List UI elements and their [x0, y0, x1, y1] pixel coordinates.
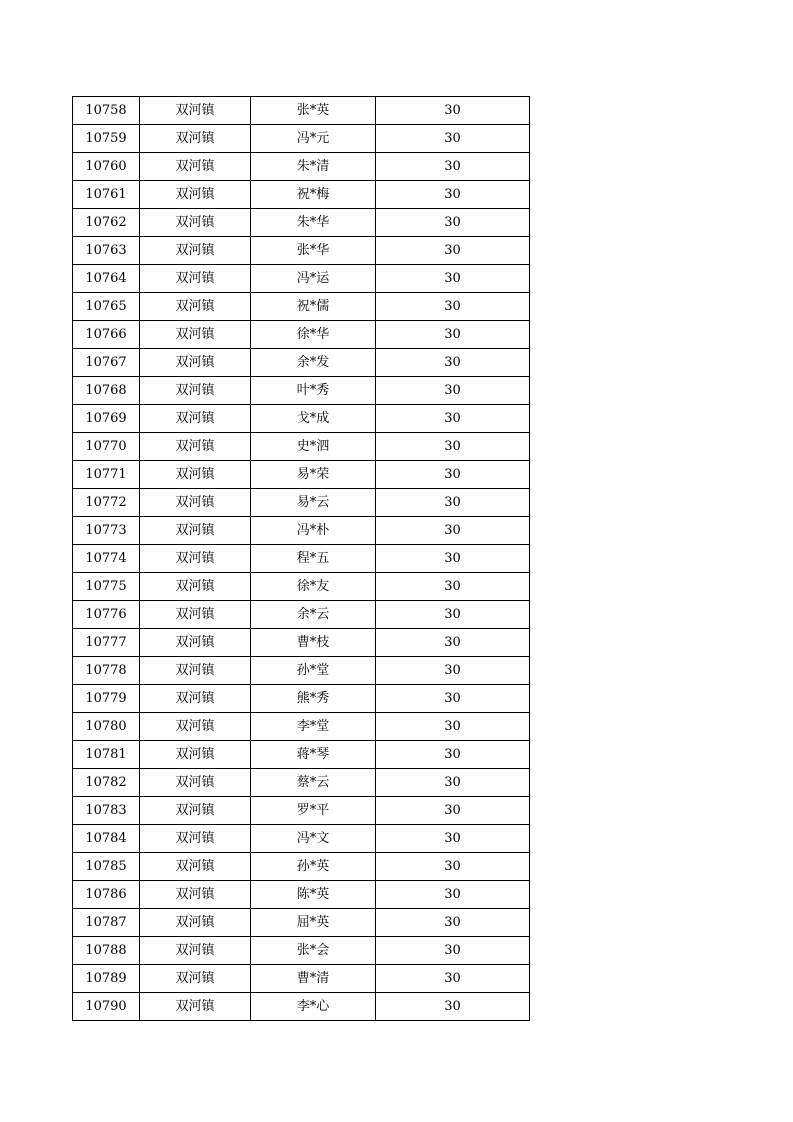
- table-row: [73, 321, 530, 349]
- cell-person-name: 蒋*琴: [251, 741, 376, 769]
- table-row: [73, 265, 530, 293]
- cell-record-number: 10771: [73, 461, 140, 489]
- cell-amount: 30: [376, 685, 530, 713]
- cell-amount: 30: [376, 489, 530, 517]
- cell-record-number: 10785: [73, 853, 140, 881]
- cell-person-name: 罗*平: [251, 797, 376, 825]
- table-row: [73, 433, 530, 461]
- cell-town: 双河镇: [140, 377, 251, 405]
- cell-person-name: 冯*文: [251, 825, 376, 853]
- cell-person-name: 孙*英: [251, 853, 376, 881]
- cell-town: 双河镇: [140, 629, 251, 657]
- cell-record-number: 10766: [73, 321, 140, 349]
- cell-person-name: 李*堂: [251, 713, 376, 741]
- cell-amount: 30: [376, 797, 530, 825]
- cell-town: 双河镇: [140, 685, 251, 713]
- cell-town: 双河镇: [140, 489, 251, 517]
- cell-town: 双河镇: [140, 741, 251, 769]
- cell-person-name: 戈*成: [251, 405, 376, 433]
- cell-record-number: 10782: [73, 769, 140, 797]
- table-row: [73, 125, 530, 153]
- cell-record-number: 10783: [73, 797, 140, 825]
- cell-record-number: 10764: [73, 265, 140, 293]
- cell-town: 双河镇: [140, 769, 251, 797]
- cell-person-name: 曹*清: [251, 965, 376, 993]
- cell-amount: 30: [376, 321, 530, 349]
- cell-record-number: 10776: [73, 601, 140, 629]
- cell-town: 双河镇: [140, 853, 251, 881]
- table-row: [73, 993, 530, 1021]
- cell-amount: 30: [376, 657, 530, 685]
- cell-amount: 30: [376, 909, 530, 937]
- table-row: [73, 685, 530, 713]
- roster-table-body: [73, 97, 530, 1021]
- cell-record-number: 10759: [73, 125, 140, 153]
- cell-person-name: 李*心: [251, 993, 376, 1021]
- cell-record-number: 10781: [73, 741, 140, 769]
- cell-town: 双河镇: [140, 461, 251, 489]
- table-row: [73, 573, 530, 601]
- cell-record-number: 10769: [73, 405, 140, 433]
- cell-town: 双河镇: [140, 657, 251, 685]
- cell-record-number: 10758: [73, 97, 140, 125]
- table-row: [73, 377, 530, 405]
- table-row: [73, 965, 530, 993]
- table-row: [73, 657, 530, 685]
- cell-town: 双河镇: [140, 97, 251, 125]
- cell-record-number: 10763: [73, 237, 140, 265]
- cell-person-name: 徐*友: [251, 573, 376, 601]
- cell-amount: 30: [376, 769, 530, 797]
- cell-person-name: 张*华: [251, 237, 376, 265]
- cell-record-number: 10789: [73, 965, 140, 993]
- cell-person-name: 朱*华: [251, 209, 376, 237]
- cell-town: 双河镇: [140, 517, 251, 545]
- table-row: [73, 97, 530, 125]
- cell-town: 双河镇: [140, 209, 251, 237]
- table-row: [73, 741, 530, 769]
- table-row: [73, 853, 530, 881]
- cell-amount: 30: [376, 937, 530, 965]
- cell-person-name: 冯*运: [251, 265, 376, 293]
- cell-amount: 30: [376, 237, 530, 265]
- cell-person-name: 祝*梅: [251, 181, 376, 209]
- table-row: [73, 629, 530, 657]
- cell-person-name: 屈*英: [251, 909, 376, 937]
- cell-town: 双河镇: [140, 825, 251, 853]
- table-row: [73, 293, 530, 321]
- cell-amount: 30: [376, 293, 530, 321]
- cell-record-number: 10775: [73, 573, 140, 601]
- cell-town: 双河镇: [140, 937, 251, 965]
- cell-amount: 30: [376, 209, 530, 237]
- cell-person-name: 余*云: [251, 601, 376, 629]
- table-row: [73, 209, 530, 237]
- table-row: [73, 825, 530, 853]
- cell-amount: 30: [376, 265, 530, 293]
- cell-amount: 30: [376, 405, 530, 433]
- table-row: [73, 461, 530, 489]
- table-row: [73, 937, 530, 965]
- cell-town: 双河镇: [140, 433, 251, 461]
- cell-town: 双河镇: [140, 965, 251, 993]
- cell-record-number: 10772: [73, 489, 140, 517]
- cell-amount: 30: [376, 993, 530, 1021]
- table-row: [73, 405, 530, 433]
- table-row: [73, 181, 530, 209]
- table-row: [73, 349, 530, 377]
- cell-amount: 30: [376, 881, 530, 909]
- cell-record-number: 10774: [73, 545, 140, 573]
- cell-town: 双河镇: [140, 797, 251, 825]
- cell-town: 双河镇: [140, 881, 251, 909]
- roster-table: [72, 96, 530, 1021]
- cell-town: 双河镇: [140, 153, 251, 181]
- cell-amount: 30: [376, 741, 530, 769]
- cell-person-name: 易*荣: [251, 461, 376, 489]
- cell-person-name: 孙*堂: [251, 657, 376, 685]
- cell-amount: 30: [376, 825, 530, 853]
- cell-town: 双河镇: [140, 573, 251, 601]
- cell-town: 双河镇: [140, 713, 251, 741]
- cell-amount: 30: [376, 517, 530, 545]
- cell-record-number: 10786: [73, 881, 140, 909]
- cell-amount: 30: [376, 713, 530, 741]
- cell-record-number: 10780: [73, 713, 140, 741]
- cell-person-name: 冯*朴: [251, 517, 376, 545]
- cell-person-name: 朱*清: [251, 153, 376, 181]
- cell-town: 双河镇: [140, 909, 251, 937]
- cell-record-number: 10779: [73, 685, 140, 713]
- table-row: [73, 601, 530, 629]
- cell-record-number: 10788: [73, 937, 140, 965]
- cell-town: 双河镇: [140, 293, 251, 321]
- cell-record-number: 10784: [73, 825, 140, 853]
- cell-record-number: 10790: [73, 993, 140, 1021]
- cell-amount: 30: [376, 461, 530, 489]
- cell-person-name: 徐*华: [251, 321, 376, 349]
- cell-amount: 30: [376, 629, 530, 657]
- cell-person-name: 史*泗: [251, 433, 376, 461]
- cell-town: 双河镇: [140, 405, 251, 433]
- cell-town: 双河镇: [140, 993, 251, 1021]
- cell-record-number: 10787: [73, 909, 140, 937]
- table-row: [73, 237, 530, 265]
- cell-town: 双河镇: [140, 349, 251, 377]
- cell-amount: 30: [376, 433, 530, 461]
- cell-record-number: 10768: [73, 377, 140, 405]
- cell-person-name: 陈*英: [251, 881, 376, 909]
- cell-amount: 30: [376, 601, 530, 629]
- cell-person-name: 冯*元: [251, 125, 376, 153]
- cell-town: 双河镇: [140, 181, 251, 209]
- cell-town: 双河镇: [140, 321, 251, 349]
- table-row: [73, 713, 530, 741]
- cell-record-number: 10778: [73, 657, 140, 685]
- cell-town: 双河镇: [140, 601, 251, 629]
- cell-person-name: 熊*秀: [251, 685, 376, 713]
- cell-amount: 30: [376, 349, 530, 377]
- cell-person-name: 叶*秀: [251, 377, 376, 405]
- cell-person-name: 程*五: [251, 545, 376, 573]
- table-row: [73, 517, 530, 545]
- cell-town: 双河镇: [140, 237, 251, 265]
- cell-amount: 30: [376, 573, 530, 601]
- table-row: [73, 545, 530, 573]
- cell-record-number: 10777: [73, 629, 140, 657]
- cell-amount: 30: [376, 965, 530, 993]
- cell-town: 双河镇: [140, 125, 251, 153]
- cell-amount: 30: [376, 377, 530, 405]
- document-page: [72, 96, 530, 1021]
- cell-amount: 30: [376, 853, 530, 881]
- table-row: [73, 769, 530, 797]
- cell-person-name: 张*英: [251, 97, 376, 125]
- cell-person-name: 蔡*云: [251, 769, 376, 797]
- cell-record-number: 10761: [73, 181, 140, 209]
- cell-town: 双河镇: [140, 265, 251, 293]
- cell-person-name: 易*云: [251, 489, 376, 517]
- table-row: [73, 489, 530, 517]
- cell-record-number: 10773: [73, 517, 140, 545]
- cell-amount: 30: [376, 545, 530, 573]
- cell-town: 双河镇: [140, 545, 251, 573]
- cell-record-number: 10767: [73, 349, 140, 377]
- cell-person-name: 张*会: [251, 937, 376, 965]
- cell-amount: 30: [376, 181, 530, 209]
- cell-record-number: 10765: [73, 293, 140, 321]
- cell-record-number: 10762: [73, 209, 140, 237]
- cell-amount: 30: [376, 97, 530, 125]
- cell-person-name: 曹*枝: [251, 629, 376, 657]
- table-row: [73, 881, 530, 909]
- cell-amount: 30: [376, 153, 530, 181]
- cell-amount: 30: [376, 125, 530, 153]
- cell-person-name: 祝*儒: [251, 293, 376, 321]
- cell-record-number: 10770: [73, 433, 140, 461]
- table-row: [73, 153, 530, 181]
- cell-person-name: 余*发: [251, 349, 376, 377]
- cell-record-number: 10760: [73, 153, 140, 181]
- table-row: [73, 909, 530, 937]
- table-row: [73, 797, 530, 825]
